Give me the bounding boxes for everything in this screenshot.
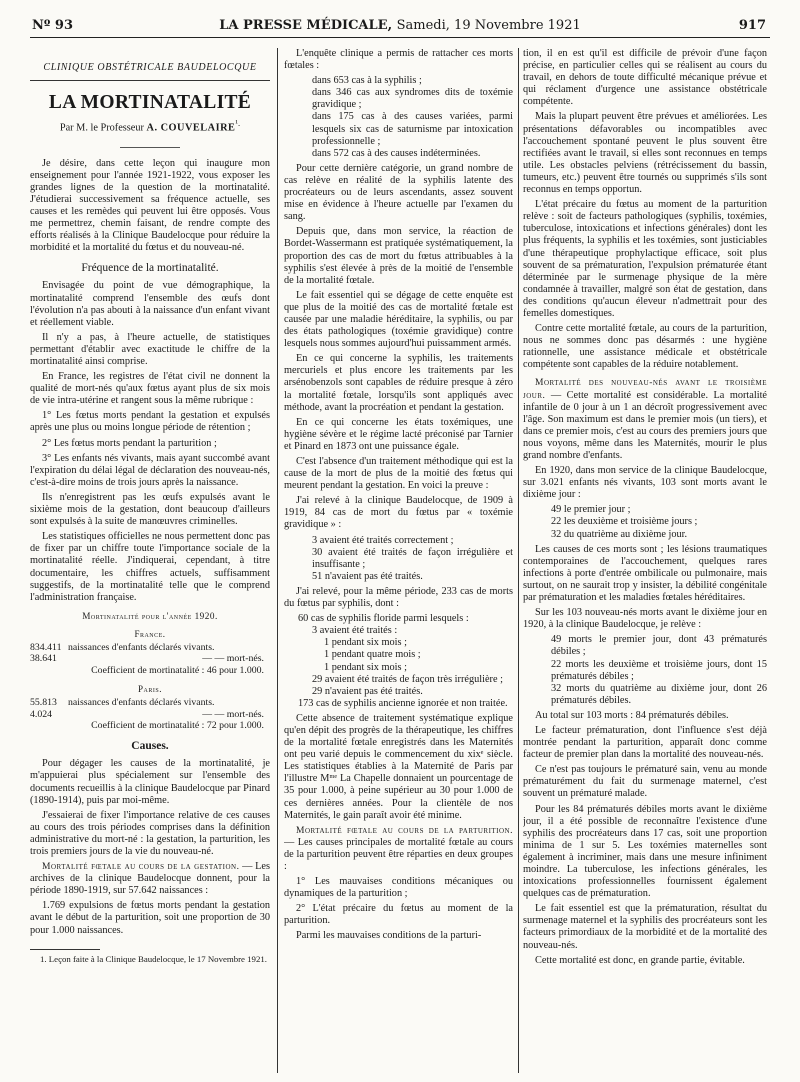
paragraph: 1° Les fœtus morts pendant la gestation et expulsés après une plus ou moins longue période de rétention ; [30,410,270,434]
table-value: 55.813 [30,697,57,709]
run-in-heading: Mortalité fœtale au cours de la parturition. [296,825,513,836]
column-rule [518,48,519,1073]
table-row [30,697,270,709]
list-item: 32 du quatrième au dixième jour. [551,528,688,540]
issue-number: Nº 93 [32,18,73,33]
paragraph: L'enquête clinique a permis de rattacher ces morts fœtales : [284,48,513,72]
table-subhead: Paris. [138,684,162,695]
paragraph: 1.769 expulsions de fœtus morts pendant la gestation avant le début de la parturition, soit une proportion de 30 pour 1.000 naissances. [30,900,270,936]
paragraph: Pour cette dernière catégorie, un grand nombre de cas relève en réalité de la syphilis latente des procréateurs ou de leurs ascendants, assez souvent mise en évidence à l'heure actuelle par l'examen du sang. [284,162,513,223]
table-value: 834.411 [30,641,62,653]
list-item: dans 175 cas à des causes variées, parmi lesquels six cas de saturnisme par intoxication professionnelle ; [312,111,513,147]
list-item: dans 653 cas à la syphilis ; [312,75,422,87]
list-item: 51 n'avaient pas été traités. [312,570,423,582]
table-value: 4.024 [30,708,53,720]
clinic-heading: CLINIQUE OBSTÉTRICALE BAUDELOCQUE [43,62,257,73]
list-item: 1 pendant six mois ; [324,661,407,673]
coefficient-line: Coefficient de mortinatalité : 72 pour 1.000. [91,720,264,732]
column-rule [277,48,278,1073]
paragraph: Pour les 84 prématurés débiles morts avant le dixième jour, il a été possible de reconnaître l'existence d'une syphilis des procréateurs dans 17 cas, soit une proportion minima de 1 sur 5. Les toxémies maternelles sont également à incriminer, mais dans une mesure infiniment moindre. La tuberculose, les infections générales, les intoxications professionnelles fournissent également quelques cas de prématuration. [523,803,767,900]
paragraph: tion, il en est qu'il est difficile de prévoir d'une façon précise, en particulier celles qui se réalisent au cours du travail, en dehors de toute difficulté mécanique prévue et qui réclament d'urgence une assistance obstétricale compétente. [523,48,767,108]
issue-date: Samedi, 19 Novembre 1921 [396,18,581,33]
list-item: 22 les deuxième et troisième jours ; [551,516,698,528]
heading-rule [30,80,270,81]
paragraph [30,861,270,897]
table-label: naissances d'enfants déclarés vivants. [68,697,215,709]
list-item: 49 morts le premier jour, dont 43 prématurés débiles ; [551,634,767,658]
paragraph: En France, les registres de l'état civil ne donnent la qualité de mort-nés qu'aux fœtus ayant plus de six mois de vie intra-utérine et rangent sous la même rubrique : [30,371,270,407]
paragraph-text: — Cette mortalité est considérable. La mortalité infantile de 0 jour à un 1 an décroît progressivement avec l'âge. Son maximum est dans le premier mois (un tiers), et dans ce premier mois, c'est au cours des premiers jours que nous voyons, même dans les Maternités, mourir le plus grand nombre d'enfants. [523,389,767,461]
paragraph: J'ai relevé à la clinique Baudelocque, de 1909 à 1919, 84 cas de mort du fœtus par « toxémie gravidique » : [284,495,513,531]
list-item: dans 346 cas aux syndromes dits de toxémie gravidique ; [312,87,513,111]
paragraph: 2° Les fœtus morts pendant la parturition ; [42,437,217,449]
column-2 [284,48,513,1078]
paragraph: Contre cette mortalité fœtale, au cours de la parturition, nous ne sommes donc pas désarmés : une hygiène rationnelle, une assistance médicale et obstétricale compétente sont capables de la réduire notablement. [523,323,767,371]
paragraph: Les causes de ces morts sont ; les lésions traumatiques contemporaines de l'accouchement, quelques rares infections à porte d'entrée ombilicale ou pulmonaire, mais surtout, on ne saurait trop y insister, la débilité congénitale par prématuration et les maladies fœtales héréditaires. [523,543,767,604]
paragraph: Parmi les mauvaises conditions de la parturi- [296,930,482,942]
section-heading: Fréquence de la mortinatalité. [81,262,219,275]
table-value: 38.641 [30,653,57,665]
paragraph: Sur les 103 nouveau-nés morts avant le dixième jour en 1920, à la clinique Baudelocque, je relève : [523,607,767,631]
paragraph: Le fait essentiel qui se dégage de cette enquête est que plus de la moitié des cas de mortalité fœtale est causée par une maladie héréditaire, la syphilis, ou par des états pathologiques (toxémie gravidique) contre lesquels nous sommes aujourd'hui puissamment armés. [284,289,513,350]
paragraph: Cette absence de traitement systématique explique qu'en dépit des progrès de la thérapeutique, les chiffres de la mortalité fœtale enregistrés dans les Maternités ont peu varié depuis le commencement du xixᵉ siècle. Les statistiques établies à la Maternité de Paris par l'illustre Mᵐᵉ La Chapelle donnaient un pourcentage de 35 pour 1.000, à peine supérieur au 30 pour 1.000 de ces dernières années. Pour la clientèle de nos Maternités, le gain paraît avoir été minime. [284,712,513,821]
footnote-rule [30,949,100,950]
paragraph: Depuis que, dans mon service, la réaction de Bordet-Wassermann est pratiquée systématiquement, la proportion des cas de mort du fœtus attribuables à la syphilis s'est élevée à près de la moitié de l'ensemble de la mortalité fœtale. [284,226,513,286]
list-item: 29 avaient été traités de façon très irrégulière ; [312,673,503,685]
paragraph: Au total sur 103 morts : 84 prématurés débiles. [535,709,729,721]
list-item: 1 pendant six mois ; [324,637,407,649]
paragraph [523,377,767,462]
page-number: 917 [738,18,766,33]
paragraph: En 1920, dans mon service de la clinique Baudelocque, sur 3.021 enfants nés vivants, 103 sont morts avant le dixième jour : [523,465,767,501]
paragraph: Envisagée du point de vue démographique, la mortinatalité comprend l'ensemble des œufs dont l'évolution n'a pas abouti à la naissance d'un enfant vivant et réellement viable. [30,280,270,328]
table-row [30,642,270,654]
footnote: 1. Leçon faite à la Clinique Baudelocque, le 17 Novembre 1921. [40,953,267,964]
paragraph [284,825,513,873]
table-row [30,653,270,665]
paragraph: Ce n'est pas toujours le prématuré sain, venu au monde prématurément du fait du surmenage maternel, c'est souvent un prématuré malade. [523,764,767,800]
list-item: 29 n'avaient pas été traités. [312,685,423,697]
list-item: dans 572 cas à des causes indéterminées. [312,147,481,159]
table-caption: Mortinatalité pour l'année 1920. [82,610,218,621]
paragraph: C'est l'absence d'un traitement méthodique qui est la cause de la mort de plus de la moitié des fœtus qui meurent pendant la gestation. En voici la preuve : [284,456,513,492]
paragraph: En ce qui concerne les états toxémiques, une hygiène sévère et le régime lacté préconisé par Tarnier et Pinard en 1873 ont une puissance égale. [284,416,513,452]
table-label: — — mort-nés. [202,708,264,720]
list-item: 3 avaient été traités correctement ; [312,534,454,546]
table-label: — — mort-nés. [202,653,264,665]
paragraph: En ce qui concerne la syphilis, les traitements mercuriels et plus encore les traitements par les arsénobenzols sont capables de réduire presque à zéro la mortalité fœtale, lorsqu'ils sont appliqués avec méthode, avant la procréation et pendant la gestation. [284,353,513,413]
paragraph: Cette mortalité est donc, en grande partie, évitable. [535,954,745,966]
coefficient-line: Coefficient de mortinatalité : 46 pour 1.000. [91,664,264,676]
journal-title [30,18,770,33]
paragraph: Ils n'enregistrent pas les œufs expulsés avant le sixième mois de la gestation, dont beaucoup d'ailleurs sont expulsés à la suite de manœuvres criminelles. [30,491,270,528]
paragraph-text: — Les archives de la clinique Baudelocque donnent, pour la période 1890-1919, sur 57.642 naissances : [30,861,270,897]
footnote-ref: ¹. [235,118,241,129]
column-1 [30,48,270,1078]
author-name: A. COUVELAIRE [146,122,236,134]
section-heading: Causes. [131,740,169,753]
paragraph-text: — Les causes principales de mortalité fœtale au cours de la parturition peuvent être réparties en deux groupes : [284,836,513,872]
article-title: LA MORTINATALITÉ [48,92,252,114]
list-item: 30 avaient été traités de façon irrégulière et insuffisante ; [312,546,513,570]
paragraph: Pour dégager les causes de la mortinatalité, je m'appuierai plus spécialement sur l'ensemble des documents recueillis à la clinique Baudelocque par Pinard (1890-1914), puis par moi-même. [30,758,270,806]
run-in-heading: Mortalité fœtale au cours de la gestation. [42,862,240,873]
paragraph: Mais la plupart peuvent être prévues et améliorées. Les présentations défavorables ou incompatibles avec l'accouchement spontané peuvent le plus souvent être rectifiées avant le travail, si elles sont reconnues en temps utile. Les obstacles pelviens (rétrécissement du bassin, tumeurs, etc.) peuvent être tournés ou supprimés s'ils sont reconnus en temps opportun. [523,111,767,196]
table-row [30,709,270,721]
list-item: 60 cas de syphilis floride parmi lesquels : [298,613,469,625]
run-in-heading: Mortalité des nouveau-nés avant le troisième jour. [523,378,767,401]
divider [120,147,180,148]
paragraph: Je désire, dans cette leçon qui inaugure mon enseignement pour l'année 1921-1922, vous exposer les grandes lignes de la question de la mortinatalité. J'étudierai successivement sa fréquence actuelle, ses causes et les remèdes qui peuvent lui être opposés. Vous me permettrez, chemin faisant, de rendre compte des efforts réalisés à la Clinique Baudelocque pour réduire la morbidité et la mortalité du fœtus et du nouveau-né. [30,157,270,254]
paragraph: 3° Les enfants nés vivants, mais ayant succombé avant l'expiration du délai légal de déclaration des nouveau-nés, c'est-à-dire moins de trois jours après la naissance. [30,452,270,488]
journal-name: LA PRESSE MÉDICALE, [219,18,393,33]
paragraph: 1° Les mauvaises conditions mécaniques ou dynamiques de la parturition ; [284,876,513,900]
author-line [30,117,270,135]
running-header [30,14,770,38]
paragraph: Il n'y a pas, à l'heure actuelle, de statistiques permettant d'établir avec exactitude le chiffre de la mortinatalité ainsi comprise. [30,331,270,368]
table-label: naissances d'enfants déclarés vivants. [68,641,215,653]
table-subhead: France. [134,628,166,639]
paragraph: J'ai relevé, pour la même période, 233 cas de morts du fœtus par syphilis, dont : [284,585,513,610]
list-item: 173 cas de syphilis ancienne ignorée et non traitée. [298,697,508,709]
list-item: 22 morts les deuxième et troisième jours, dont 15 prématurés débiles ; [551,658,767,682]
paragraph: Le fait essentiel est que la prématuration, résultat du surmenage maternel et la syphilis des procréateurs sont les facteurs primordiaux de la morbidité et de la mortalité des nouveau-nés. [523,903,767,951]
list-item: 49 le premier jour ; [551,504,631,516]
list-item: 32 morts du quatrième au dixième jour, dont 26 prématurés débiles. [551,682,767,706]
list-item: 3 avaient été traités : [312,625,398,637]
column-3 [523,48,767,1078]
paragraph: Les statistiques officielles ne nous permettent donc pas de fixer par un chiffre toute l'importance sociale de la mortinatalité réelle. J'indiquerai, cependant, à titre documentaire, les chiffres actuels, suffisamment suggestifs, de la mortinatalité telle que le comprend l'administration française. [30,531,270,603]
paragraph: Le facteur prématuration, dont l'influence s'est déjà montrée pendant la parturition, apparaît donc comme facteur de premier plan dans la mortalité des nouveau-nés. [523,724,767,761]
paragraph: 2° L'état précaire du fœtus au moment de la parturition. [284,903,513,927]
author-prefix: Par M. le Professeur [59,122,144,134]
list-item: 1 pendant quatre mois ; [324,649,421,661]
paragraph: J'essaierai de fixer l'importance relative de ces causes au cours des trois périodes comprises dans la définition administrative du mort-né : la gestation, la parturition, les trois premiers jours de la vie du nouveau-né. [30,809,270,858]
paragraph: L'état précaire du fœtus au moment de la parturition relève : soit de facteurs pathologiques (syphilis, toxémies, tuberculose, intoxications et infections générales) dont les plus fréquents, la syphilis et les toxémies, sont justiciables d'une thérapeutique prophylactique efficace, soit plus souvent de sa prématuration, l'expulsion prématurée étant déterminée par le surmenage physique de la mère condamnée à travailler, malgré son état de gestation, dans des conditions qu'aucun éleveur n'admettrait pour des femelles domestiques. [523,199,767,319]
